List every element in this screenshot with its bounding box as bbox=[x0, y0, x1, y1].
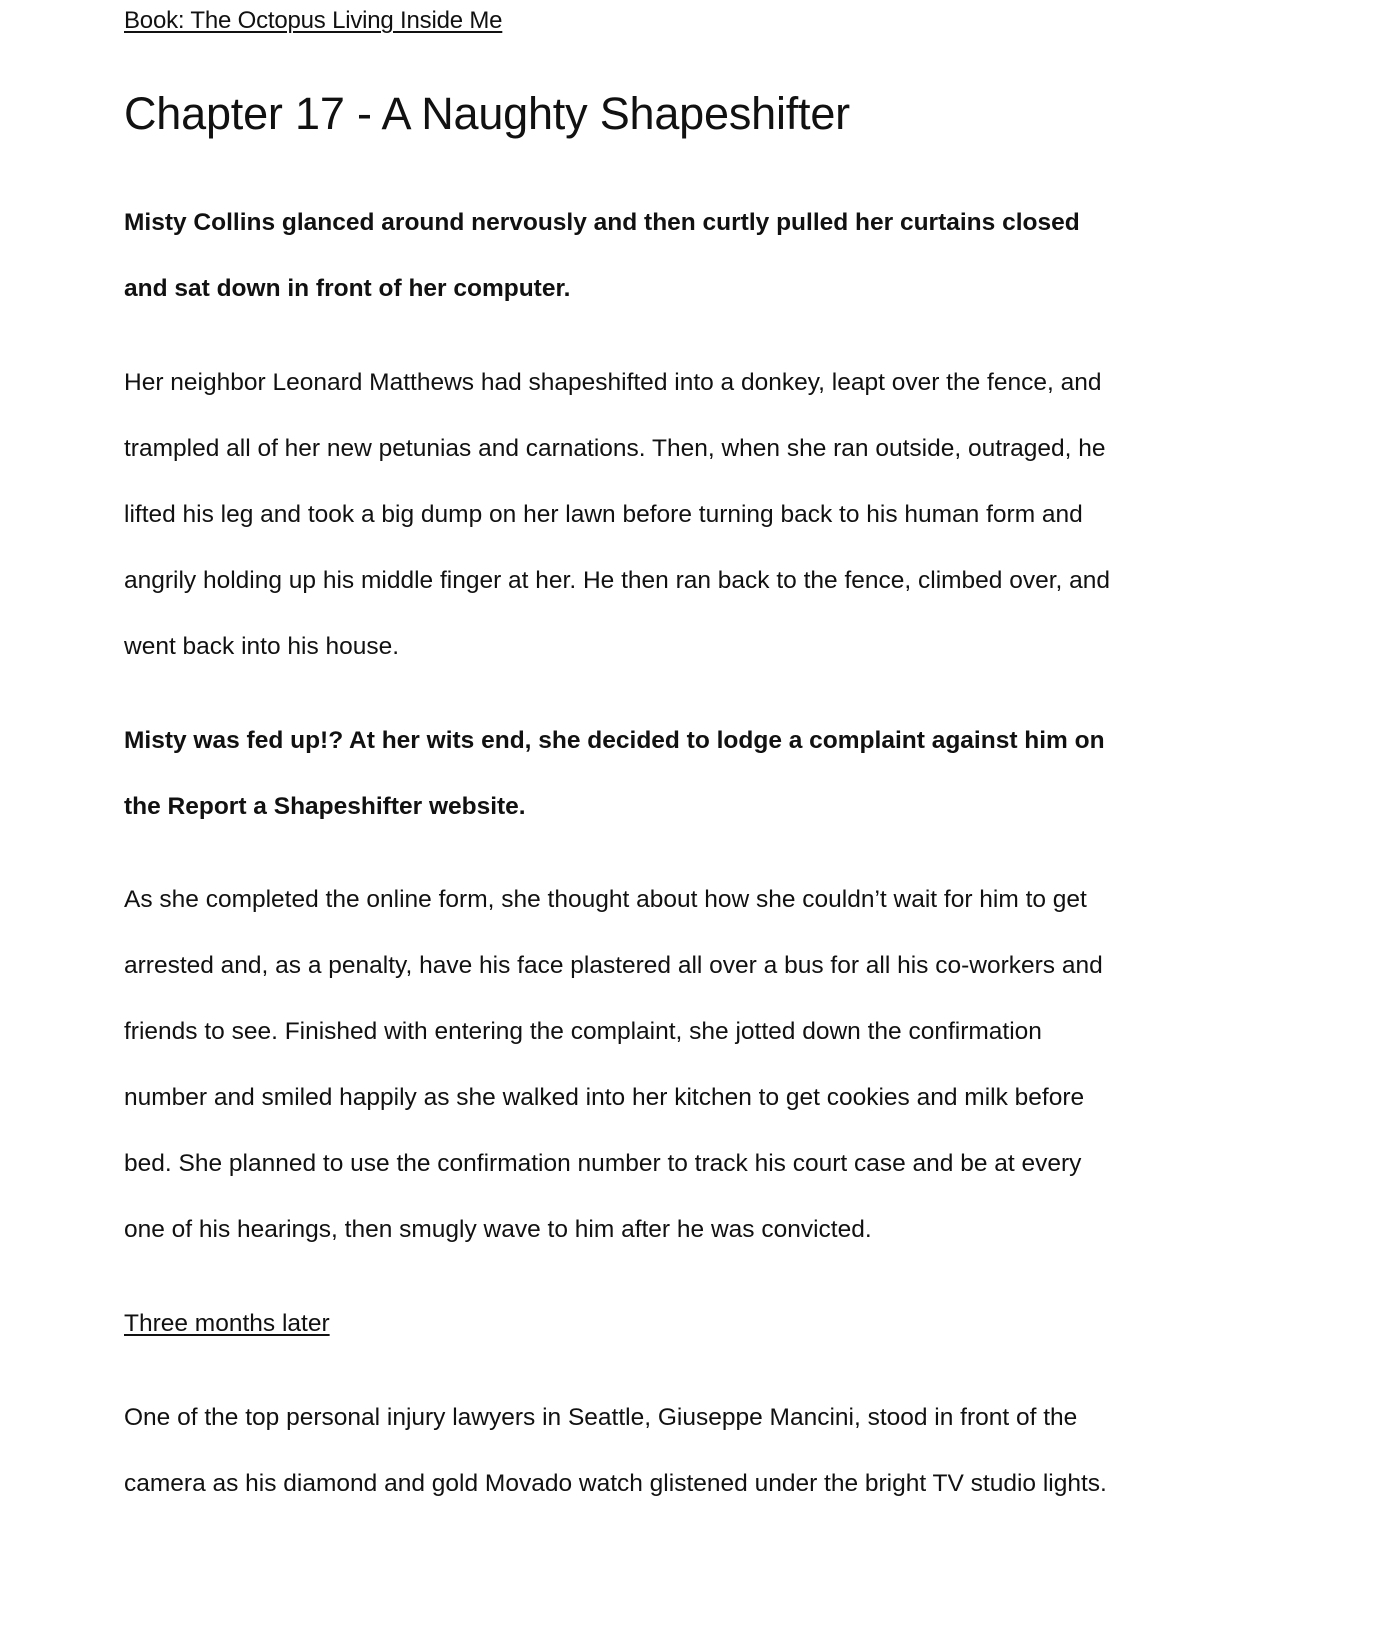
text-line: one of his hearings, then smugly wave to him after he was convicted. bbox=[124, 1216, 872, 1243]
text-line: camera as his diamond and gold Movado watch glistened under the bright TV studio lights. bbox=[124, 1470, 1107, 1497]
text-line: Her neighbor Leonard Matthews had shapeshifted into a donkey, leapt over the fence, and bbox=[124, 369, 1102, 396]
text-line: went back into his house. bbox=[124, 633, 400, 660]
paragraph-lawyer bbox=[124, 1385, 1244, 1517]
text-line: trampled all of her new petunias and carnations. Then, when she ran outside, outraged, he bbox=[124, 435, 1106, 462]
text-line: As she completed the online form, she thought about how she couldn’t wait for him to get bbox=[124, 886, 1087, 913]
text-line: lifted his leg and took a big dump on her lawn before turning back to his human form and bbox=[124, 501, 1083, 528]
paragraph-neighbor bbox=[124, 350, 1244, 680]
text-line: Misty Collins glanced around nervously and then curtly pulled her curtains closed bbox=[124, 209, 1080, 236]
scene-break-heading: Three months later bbox=[124, 1310, 330, 1337]
text-line: friends to see. Finished with entering the complaint, she jotted down the confirmation bbox=[124, 1018, 1042, 1045]
paragraph-complaint bbox=[124, 867, 1244, 1263]
text-line: bed. She planned to use the confirmation number to track his court case and be at every bbox=[124, 1150, 1082, 1177]
text-line: One of the top personal injury lawyers in Seattle, Giuseppe Mancini, stood in front of the bbox=[124, 1404, 1078, 1431]
text-line: number and smiled happily as she walked into her kitchen to get cookies and milk before bbox=[124, 1084, 1085, 1111]
paragraph-fed-up bbox=[124, 708, 1244, 840]
text-line: arrested and, as a penalty, have his face plastered all over a bus for all his co-workers and bbox=[124, 952, 1103, 979]
chapter-title: Chapter 17 - A Naughty Shapeshifter bbox=[124, 88, 850, 139]
text-line: Misty was fed up!? At her wits end, she decided to lodge a complaint against him on bbox=[124, 727, 1105, 754]
text-line: and sat down in front of her computer. bbox=[124, 275, 571, 302]
text-line: the Report a Shapeshifter website. bbox=[124, 793, 526, 820]
text-line: angrily holding up his middle finger at her. He then ran back to the fence, climbed over, and bbox=[124, 567, 1111, 594]
paragraph-intro bbox=[124, 190, 1244, 322]
book-title: Book: The Octopus Living Inside Me bbox=[124, 7, 503, 34]
